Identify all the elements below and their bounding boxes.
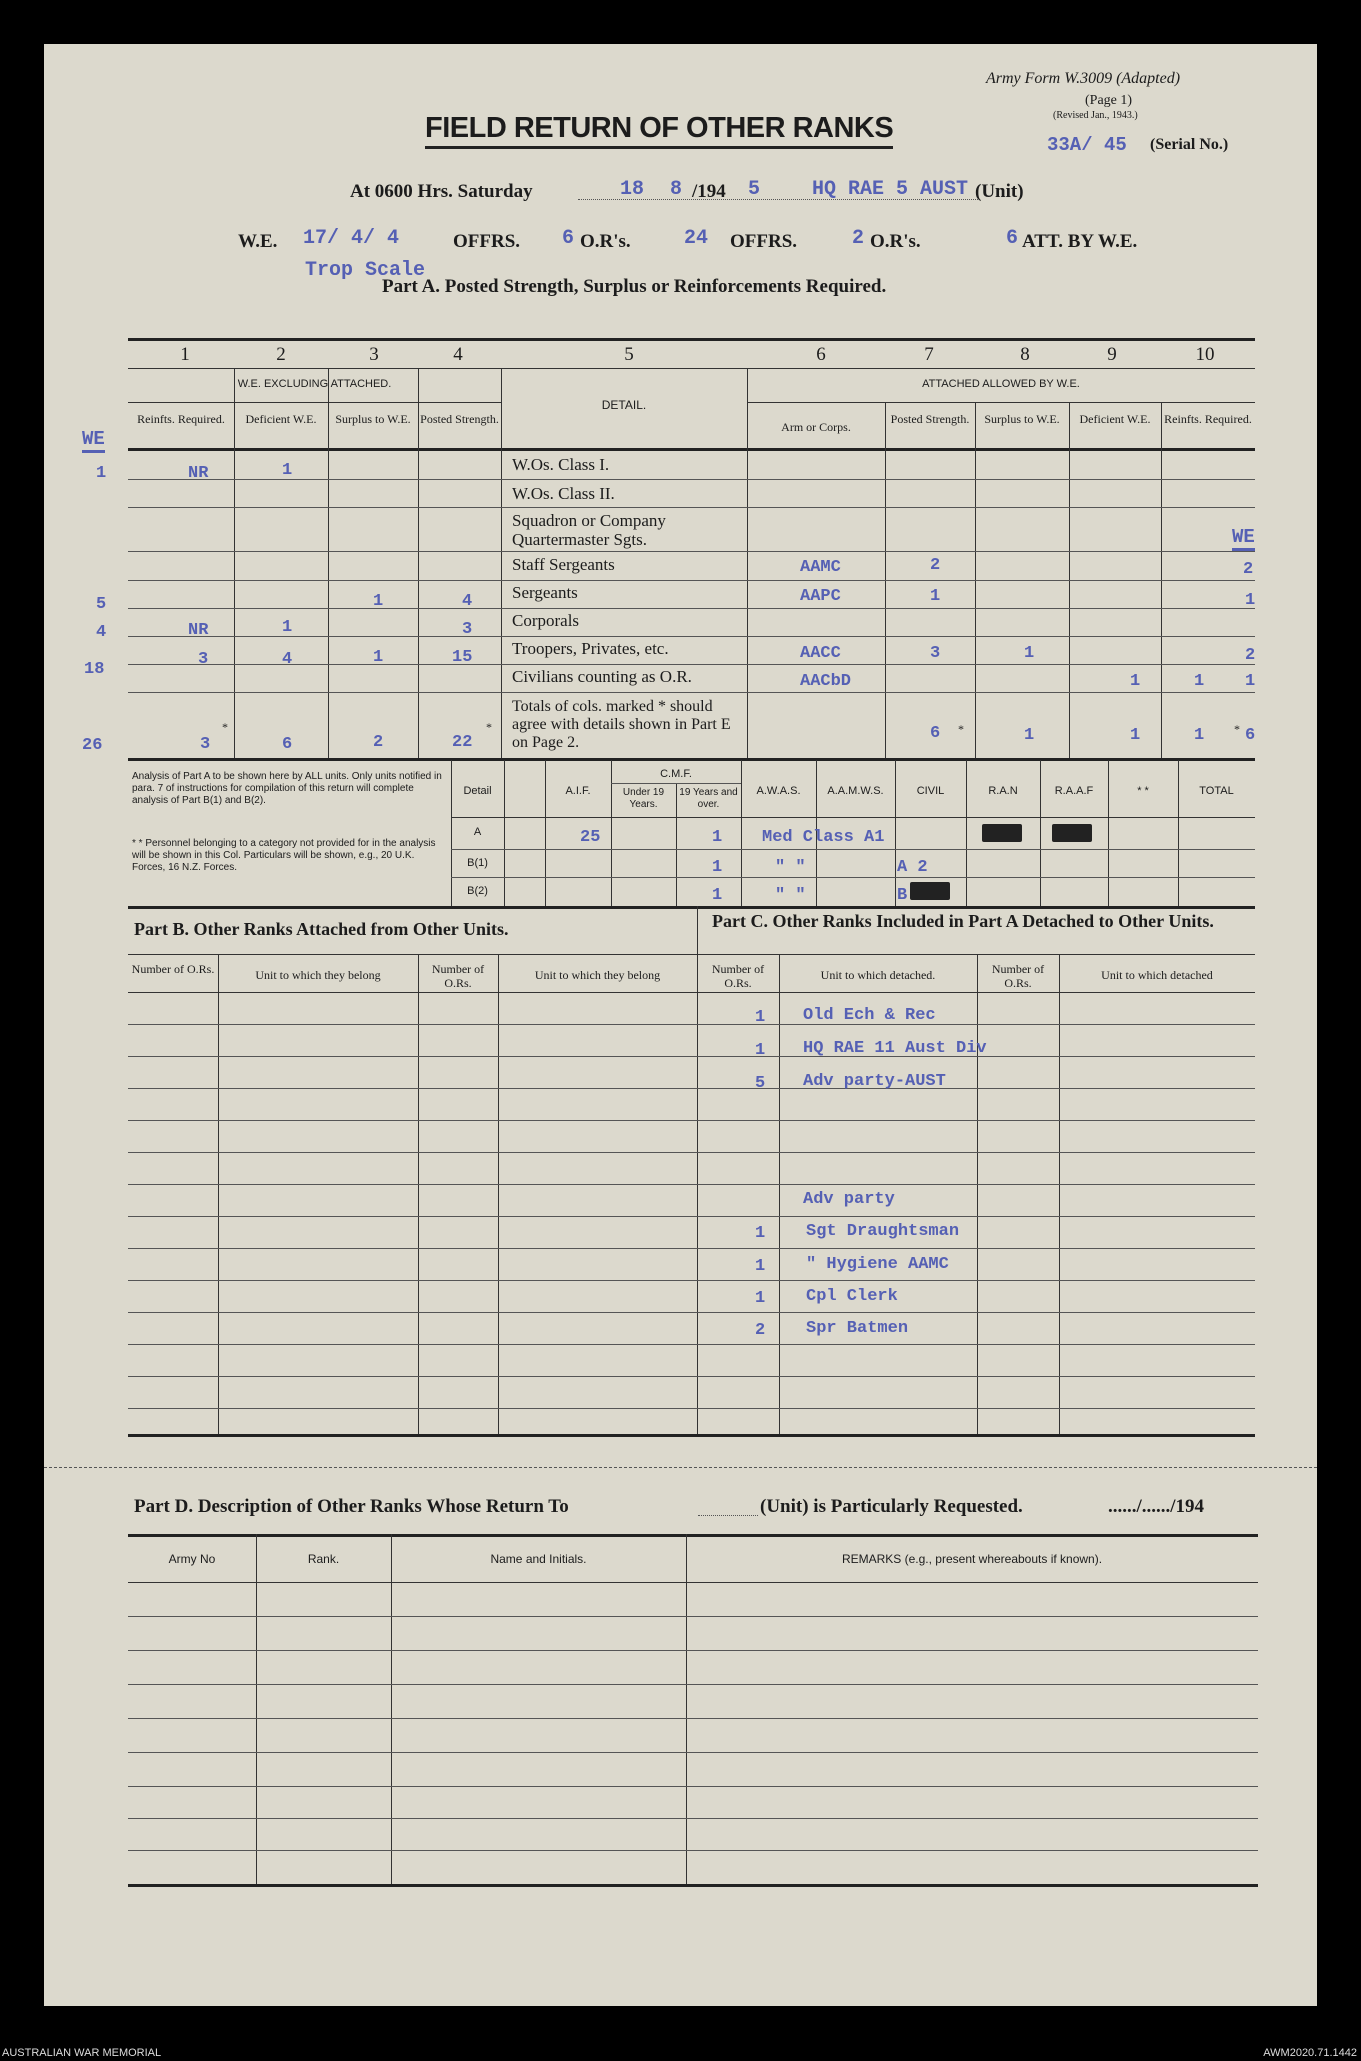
- wo1-c1: NR: [188, 464, 209, 483]
- part-c-num-6: 1: [755, 1257, 766, 1276]
- va-611: [611, 760, 612, 906]
- part-c-num-5: 1: [755, 1224, 766, 1243]
- part-c-unit-4: Adv party: [803, 1190, 895, 1209]
- analysis-note-1: Analysis of Part A to be shown here by ALL units. Only units notified in para. 7 of instructions for compilation of this return will complete analysis of Part B(1) and B(2).: [132, 771, 442, 806]
- analysis-b2-civil: B: [897, 886, 908, 905]
- detail-header: DETAIL.: [601, 398, 647, 412]
- part-d-bottom-rule: [128, 1884, 1258, 1887]
- serial-label: (Serial No.): [1150, 136, 1229, 153]
- tpr-c6: AACC: [800, 644, 841, 663]
- pd-row-4: [128, 1718, 1258, 1719]
- civ-c9: 1: [1130, 672, 1141, 691]
- va-741: [741, 760, 742, 906]
- tot-c7-star: *: [958, 722, 964, 736]
- part-b-h-number-2: Number of O.Rs.: [431, 962, 485, 990]
- pb-row-6: [128, 1184, 1255, 1185]
- tot-c8: 1: [1024, 726, 1035, 745]
- cmf-rule: [611, 783, 741, 784]
- pd-row-3: [128, 1684, 1258, 1685]
- row-line-5: [128, 608, 1255, 609]
- row-line-8: [128, 692, 1255, 693]
- part-c-unit-3: Adv party-AUST: [803, 1072, 946, 1091]
- row-line-7: [128, 664, 1255, 665]
- pd-row-5: [128, 1752, 1258, 1753]
- sgt-right: 1: [1245, 591, 1256, 610]
- row-line-1: [128, 479, 1255, 480]
- tpr-c4: 15: [452, 648, 473, 667]
- vb-418: [418, 954, 419, 1434]
- analysis-b2-ditto: " ": [775, 886, 806, 905]
- we-label: W.E.: [238, 231, 278, 252]
- subheader-surplus: Surplus to W.E.: [335, 412, 411, 426]
- sgt-c7: 1: [930, 587, 941, 606]
- tot-c7: 6: [930, 724, 941, 743]
- analysis-a-medclass: Med Class A1: [762, 828, 885, 847]
- vb-1059: [1059, 954, 1060, 1434]
- subheader-arm-corps: Arm or Corps.: [781, 420, 851, 434]
- tpr-right: 2: [1245, 646, 1256, 665]
- tot-right: 6: [1245, 726, 1256, 745]
- cpl-c2: 1: [282, 618, 293, 637]
- subheader-rule: [128, 448, 1255, 451]
- analysis-awas-header: A.W.A.S.: [756, 785, 801, 797]
- part-a-top-rule: [128, 338, 1255, 341]
- v-418: [418, 368, 419, 758]
- col-number-8: 8: [1020, 344, 1030, 365]
- part-bc-top-rule: [128, 954, 1255, 955]
- pb-row-10: [128, 1312, 1255, 1313]
- subheader-att-reinfts: Reinfts. Required.: [1164, 412, 1252, 426]
- va-545: [545, 760, 546, 906]
- tpr-c8: 1: [1024, 644, 1035, 663]
- analysis-row-a: [451, 849, 1255, 850]
- analysis-header-rule: [451, 817, 1255, 818]
- col-number-7: 7: [924, 344, 934, 365]
- vd-391: [391, 1534, 392, 1884]
- detail-wo2: W.Os. Class II.: [512, 484, 615, 503]
- part-d-h-remarks: REMARKS (e.g., present whereabouts if known).: [841, 1552, 1103, 1566]
- analysis-row-b2-label: B(2): [467, 885, 488, 897]
- unit-value: HQ RAE 5 AUST: [812, 178, 969, 201]
- part-c-h-number-2: Number of O.Rs.: [991, 962, 1045, 990]
- pd-row-2: [128, 1650, 1258, 1651]
- civ-c6: AACbD: [800, 672, 852, 691]
- date-day: 18: [620, 178, 645, 201]
- detail-corporals: Corporals: [512, 611, 580, 630]
- pb-row-2: [128, 1056, 1255, 1057]
- margin-sergeants: 5: [96, 595, 107, 614]
- detail-civilians: Civilians counting as O.R.: [512, 667, 692, 686]
- offrs-value: 6: [562, 227, 575, 250]
- page-number: (Page 1): [1085, 93, 1133, 108]
- analysis-other-header: * *: [1137, 785, 1149, 797]
- cpl-c4: 3: [462, 620, 473, 639]
- group-rule-right: [747, 402, 1255, 403]
- margin-troopers: 18: [84, 660, 105, 679]
- analysis-aamws-header: A.A.M.W.S.: [827, 785, 884, 797]
- col-number-2: 2: [276, 344, 286, 365]
- wo1-c2: 1: [282, 461, 293, 480]
- tot-c2: 6: [282, 735, 293, 754]
- col-number-5: 5: [624, 344, 634, 365]
- pb-row-13: [128, 1408, 1255, 1409]
- redaction-civil-b2: [910, 882, 950, 900]
- part-b-h-unit-2: Unit to which they belong: [534, 968, 661, 982]
- ors2-value: 6: [1006, 227, 1019, 250]
- margin-we-right: WE: [1232, 526, 1255, 551]
- vd-686: [686, 1534, 687, 1884]
- va-1108: [1108, 760, 1109, 906]
- analysis-detail-header: Detail: [463, 785, 492, 797]
- analysis-note-2: * * Personnel belonging to a category not provided for in the analysis will be shown in this Col. Particulars will be shown, e.g., 20 U.K. Forces, 16 N.Z. Forces.: [132, 838, 436, 873]
- offrs2-label: OFFRS.: [730, 231, 798, 252]
- analysis-cmf-header: C.M.F.: [660, 768, 692, 780]
- part-bc-bottom-rule: [128, 1434, 1255, 1437]
- part-b-h-number-1: Number of O.Rs.: [131, 962, 215, 976]
- subheader-att-deficient: Deficient W.E.: [1079, 412, 1151, 426]
- tear-line: [44, 1467, 1317, 1468]
- pd-row-8: [128, 1850, 1258, 1851]
- sgt-c6: AAPC: [800, 587, 841, 606]
- part-d-h-army: Army No: [168, 1552, 216, 1566]
- row-line-4: [128, 580, 1255, 581]
- serial-value: 33A/ 45: [1047, 134, 1127, 156]
- redaction-raaf: [1052, 824, 1092, 842]
- vb-697: [697, 954, 698, 1434]
- pb-row-1: [128, 1024, 1255, 1025]
- at-hrs-label: At 0600 Hrs. Saturday: [350, 181, 533, 202]
- detail-wo1: W.Os. Class I.: [512, 455, 610, 474]
- analysis-b1-civil: A 2: [897, 858, 928, 877]
- detail-totals: Totals of cols. marked * should agree with details shown in Part E on Page 2.: [512, 698, 731, 751]
- part-c-unit-2: HQ RAE 11 Aust Div: [803, 1039, 987, 1058]
- margin-we-left: WE: [82, 428, 105, 453]
- part-b-title: Part B. Other Ranks Attached from Other Units.: [134, 919, 509, 939]
- pb-row-7: [128, 1216, 1255, 1217]
- va-1040: [1040, 760, 1041, 906]
- analysis-over19-header: 19 Years and over.: [679, 787, 738, 810]
- tpr-c2: 4: [282, 650, 293, 669]
- tot-c10: 1: [1194, 726, 1205, 745]
- part-c-unit-1: Old Ech & Rec: [803, 1006, 936, 1025]
- pb-row-5: [128, 1152, 1255, 1153]
- ssgt-right: 2: [1243, 560, 1254, 579]
- subheader-att-surplus: Surplus to W.E.: [984, 412, 1060, 426]
- row-line-2: [128, 507, 1255, 508]
- analysis-ran-header: R.A.N: [988, 785, 1018, 797]
- ors-value: 24: [684, 227, 709, 250]
- civ-right: 1: [1245, 672, 1256, 691]
- vd-256: [256, 1534, 257, 1884]
- we-value: 17/ 4/ 4: [303, 227, 400, 250]
- group-header-right: ATTACHED ALLOWED BY W.E.: [922, 378, 1080, 390]
- tot-c9: 1: [1130, 726, 1141, 745]
- part-c-unit-8: Spr Batmen: [806, 1319, 909, 1338]
- date-underline: [578, 199, 978, 200]
- offrs-label: OFFRS.: [453, 231, 521, 252]
- col-number-6: 6: [816, 344, 826, 365]
- date-year-digit: 5: [748, 178, 761, 201]
- margin-corporals: 4: [96, 623, 107, 642]
- analysis-b1-ditto: " ": [775, 858, 806, 877]
- part-c-unit-5: Sgt Draughtsman: [806, 1222, 960, 1241]
- revised-date: (Revised Jan., 1943.): [1053, 110, 1138, 121]
- subheader-deficient: Deficient W.E.: [245, 412, 317, 426]
- pb-row-4: [128, 1120, 1255, 1121]
- vb-498: [498, 954, 499, 1434]
- part-d-title: Part D. Description of Other Ranks Whose Return To: [134, 1496, 569, 1517]
- pd-row-6: [128, 1786, 1258, 1787]
- pb-row-11: [128, 1344, 1255, 1345]
- detail-cqms: Squadron or Company Quartermaster Sgts.: [512, 511, 666, 549]
- pb-row-12: [128, 1376, 1255, 1377]
- analysis-a-over19: 1: [712, 828, 723, 847]
- va-895: [895, 760, 896, 906]
- va-1178: [1178, 760, 1179, 906]
- part-c-h-number-1: Number of O.Rs.: [711, 962, 765, 990]
- part-b-h-unit-1: Unit to which they belong: [255, 968, 381, 982]
- sgt-c3: 1: [373, 592, 384, 611]
- row-line-3: [128, 551, 1255, 552]
- analysis-row-b1: [451, 877, 1255, 878]
- pb-row-9: [128, 1280, 1255, 1281]
- part-d-title-end: (Unit) is Particularly Requested.: [760, 1496, 1023, 1517]
- analysis-under19-header: Under 19 Years.: [622, 787, 665, 810]
- col-number-9: 9: [1107, 344, 1117, 365]
- part-c-unit-7: Cpl Clerk: [806, 1287, 898, 1306]
- ssgt-c6: AAMC: [800, 558, 841, 577]
- analysis-row-b1-label: B(1): [467, 857, 488, 869]
- part-a-title: Part A. Posted Strength, Surplus or Reinforcements Required.: [382, 276, 887, 297]
- tot-right-star: *: [1234, 722, 1240, 736]
- group-header-left: W.E. EXCLUDING ATTACHED.: [237, 378, 392, 390]
- analysis-row-a-label: A: [473, 826, 482, 838]
- part-c-h-unit-1: Unit to which detached.: [820, 968, 936, 982]
- va-966: [966, 760, 967, 906]
- ors2-label: O.R's.: [870, 231, 921, 252]
- tot-c4-star: *: [486, 720, 492, 734]
- redaction-ran: [982, 824, 1022, 842]
- pd-row-1: [128, 1616, 1258, 1617]
- v-328: [328, 368, 329, 758]
- margin-totals: 26: [82, 736, 103, 755]
- vb-977: [977, 954, 978, 1434]
- att-label: ATT. BY W.E.: [1022, 231, 1138, 252]
- tpr-c1: 3: [198, 650, 209, 669]
- civ-c10: 1: [1194, 672, 1205, 691]
- cpl-c1: NR: [188, 621, 209, 640]
- pd-header-rule: [128, 1582, 1258, 1583]
- v-501: [501, 368, 502, 758]
- analysis-a-aif: 25: [580, 828, 601, 847]
- va-504: [504, 760, 505, 906]
- part-c-num-2: 1: [755, 1041, 766, 1060]
- v-part-bc-divider: [697, 906, 698, 954]
- sgt-c4: 4: [462, 592, 473, 611]
- analysis-civil-header: CIVIL: [916, 785, 945, 797]
- part-c-num-8: 2: [755, 1321, 766, 1340]
- part-c-title: Part C. Other Ranks Included in Part A Detached to Other Units.: [712, 911, 1214, 931]
- part-a-bottom-rule: [128, 758, 1255, 761]
- part-c-num-3: 5: [755, 1074, 766, 1093]
- ors-label: O.R's.: [580, 231, 631, 252]
- v-234: [234, 368, 235, 758]
- part-c-num-1: 1: [755, 1008, 766, 1027]
- vb-779: [779, 954, 780, 1434]
- detail-troopers: Troopers, Privates, etc.: [512, 639, 669, 658]
- analysis-b1-over19: 1: [712, 858, 723, 877]
- analysis-aif-header: A.I.F.: [565, 785, 591, 797]
- army-form-label: Army Form W.3009 (Adapted): [986, 70, 1181, 87]
- col-number-1: 1: [180, 344, 190, 365]
- tot-c3: 2: [373, 733, 384, 752]
- trop-scale: Trop Scale: [305, 259, 426, 282]
- tot-c1: 3: [200, 735, 211, 754]
- offrs2-value: 2: [852, 227, 865, 250]
- detail-staff-sergeants: Staff Sergeants: [512, 555, 615, 574]
- margin-wo1: 1: [96, 464, 107, 483]
- pd-row-7: [128, 1818, 1258, 1819]
- part-d-top-rule: [128, 1534, 1258, 1537]
- part-c-num-7: 1: [755, 1289, 766, 1308]
- tpr-c3: 1: [373, 648, 384, 667]
- pb-row-3: [128, 1088, 1255, 1089]
- date-year-prefix: /194: [692, 181, 726, 202]
- col-number-10: 10: [1195, 344, 1215, 365]
- row-line-6: [128, 636, 1255, 637]
- form-title: FIELD RETURN OF OTHER RANKS: [425, 112, 893, 149]
- analysis-raaf-header: R.A.A.F: [1054, 785, 1094, 797]
- subheader-posted: Posted Strength.: [420, 412, 499, 426]
- tpr-c7: 3: [930, 644, 941, 663]
- part-d-unit-blank: [698, 1515, 758, 1516]
- vb-218: [218, 954, 219, 1434]
- tot-c1-star: *: [222, 720, 228, 734]
- part-c-h-unit-2: Unit to which detached: [1101, 968, 1213, 982]
- date-month: 8: [670, 178, 683, 201]
- part-c-unit-6: " Hygiene AAMC: [806, 1255, 949, 1274]
- part-bc-header-rule: [128, 992, 1255, 993]
- part-d-date: ....../....../194: [1108, 1496, 1205, 1517]
- part-d-h-name: Name and Initials.: [490, 1552, 587, 1566]
- pb-row-8: [128, 1248, 1255, 1249]
- ssgt-c7: 2: [930, 556, 941, 575]
- footer-right: AWM2020.71.1442: [1263, 2047, 1357, 2059]
- part-d-h-rank: Rank.: [307, 1552, 340, 1566]
- group-rule: [128, 402, 501, 403]
- subheader-reinfts-required: Reinfts. Required.: [137, 412, 225, 426]
- analysis-b2-over19: 1: [712, 886, 723, 905]
- col-number-3: 3: [369, 344, 379, 365]
- analysis-total-header: TOTAL: [1199, 785, 1234, 797]
- colnum-rule: [128, 368, 1255, 369]
- unit-label: (Unit): [975, 181, 1024, 202]
- col-number-4: 4: [453, 344, 463, 365]
- footer-left: AUSTRALIAN WAR MEMORIAL: [2, 2047, 162, 2059]
- detail-sergeants: Sergeants: [512, 583, 578, 602]
- subheader-att-posted: Posted Strength.: [890, 412, 970, 426]
- analysis-bottom: [128, 906, 1255, 909]
- tot-c4: 22: [452, 733, 473, 752]
